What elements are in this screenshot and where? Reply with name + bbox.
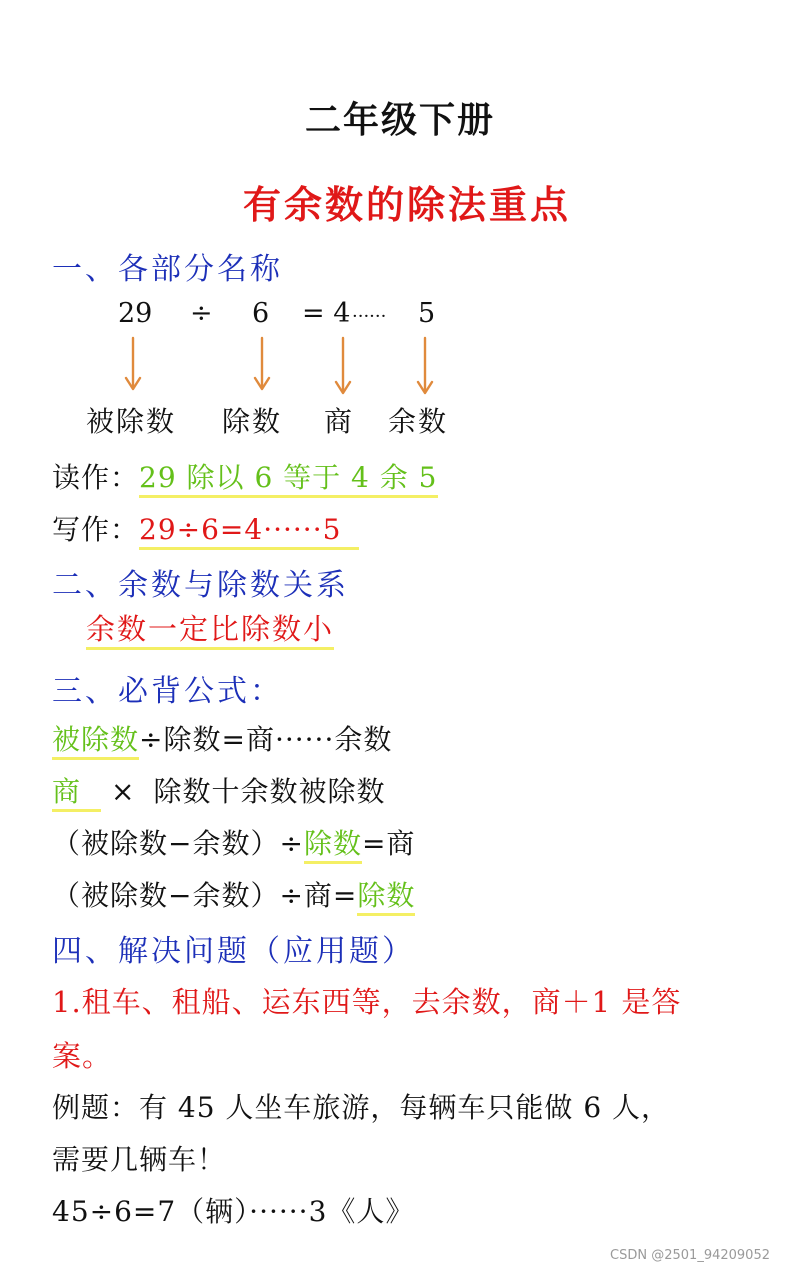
- label-quotient: 商: [324, 405, 355, 438]
- formula-3: [52, 822, 415, 864]
- equation-divisor: 6: [252, 298, 270, 329]
- formula-3-divisor: 除数: [304, 829, 362, 864]
- formula-2: [52, 770, 386, 812]
- section2-rule-line: [86, 612, 334, 650]
- example-answer: 45÷6=7（辆）······3《人》: [52, 1195, 415, 1228]
- formula-2-rest: 除数十余数被除数: [153, 775, 386, 808]
- topic-title: 有余数的除法重点: [242, 183, 571, 227]
- label-remainder: 余数: [388, 405, 449, 438]
- formula-4-divisor: 除数: [357, 881, 415, 916]
- formula-3-suffix: =商: [361, 827, 416, 860]
- section4-heading: 四、解决问题（应用题）: [52, 934, 415, 969]
- formula-2-times: ×: [111, 775, 136, 808]
- arrow-to-dividend: [126, 338, 140, 389]
- arrows-group: [0, 0, 800, 420]
- read-label: 读作：: [52, 461, 140, 494]
- section3-heading: 三、必背公式：: [52, 674, 283, 709]
- arrow-to-divisor: [255, 338, 269, 389]
- formula-4-prefix: （被除数−余数）÷商=: [52, 879, 358, 912]
- write-value: 29÷6=4······5: [139, 515, 359, 550]
- arrow-to-quotient: [336, 338, 350, 393]
- formula-4: [52, 874, 415, 916]
- write-label: 写作：: [52, 513, 140, 546]
- example-line1: 例题：有 45 人坐车旅游，每辆车只能做 6 人，: [52, 1091, 671, 1124]
- formula-1: [52, 718, 392, 760]
- formula-1-rest: ÷除数=商······余数: [139, 723, 393, 756]
- equation-remainder: 5: [418, 298, 436, 329]
- section2-rule: 余数一定比除数小: [86, 614, 334, 650]
- equation-dividend: 29: [118, 298, 153, 329]
- read-line: [52, 456, 438, 498]
- section1-heading: 一、各部分名称: [52, 252, 283, 287]
- label-dividend: 被除数: [86, 405, 177, 438]
- read-value: 29 除以 6 等于 4 余 5: [139, 463, 437, 498]
- write-line: [52, 508, 359, 550]
- formula-1-dividend: 被除数: [52, 725, 139, 760]
- watermark: CSDN @2501_94209052: [610, 1248, 770, 1263]
- label-divisor: 除数: [222, 405, 283, 438]
- formula-3-prefix: （被除数−余数）÷: [52, 827, 304, 860]
- formula-2-quotient: 商: [52, 777, 101, 812]
- section4-rule-line1: 1.租车、租船、运东西等，去余数，商＋1 是答: [52, 985, 682, 1019]
- equation-equals-quotient: = 4: [302, 298, 351, 329]
- arrow-to-remainder: [418, 338, 432, 393]
- section4-rule-line2: 案。: [52, 1039, 113, 1073]
- equation-divide-sign: ÷: [190, 298, 213, 329]
- equation-dots: ······: [352, 306, 387, 327]
- example-line2: 需要几辆车！: [52, 1143, 227, 1176]
- section2-heading: 二、余数与除数关系: [52, 568, 349, 603]
- grade-title: 二年级下册: [304, 100, 495, 141]
